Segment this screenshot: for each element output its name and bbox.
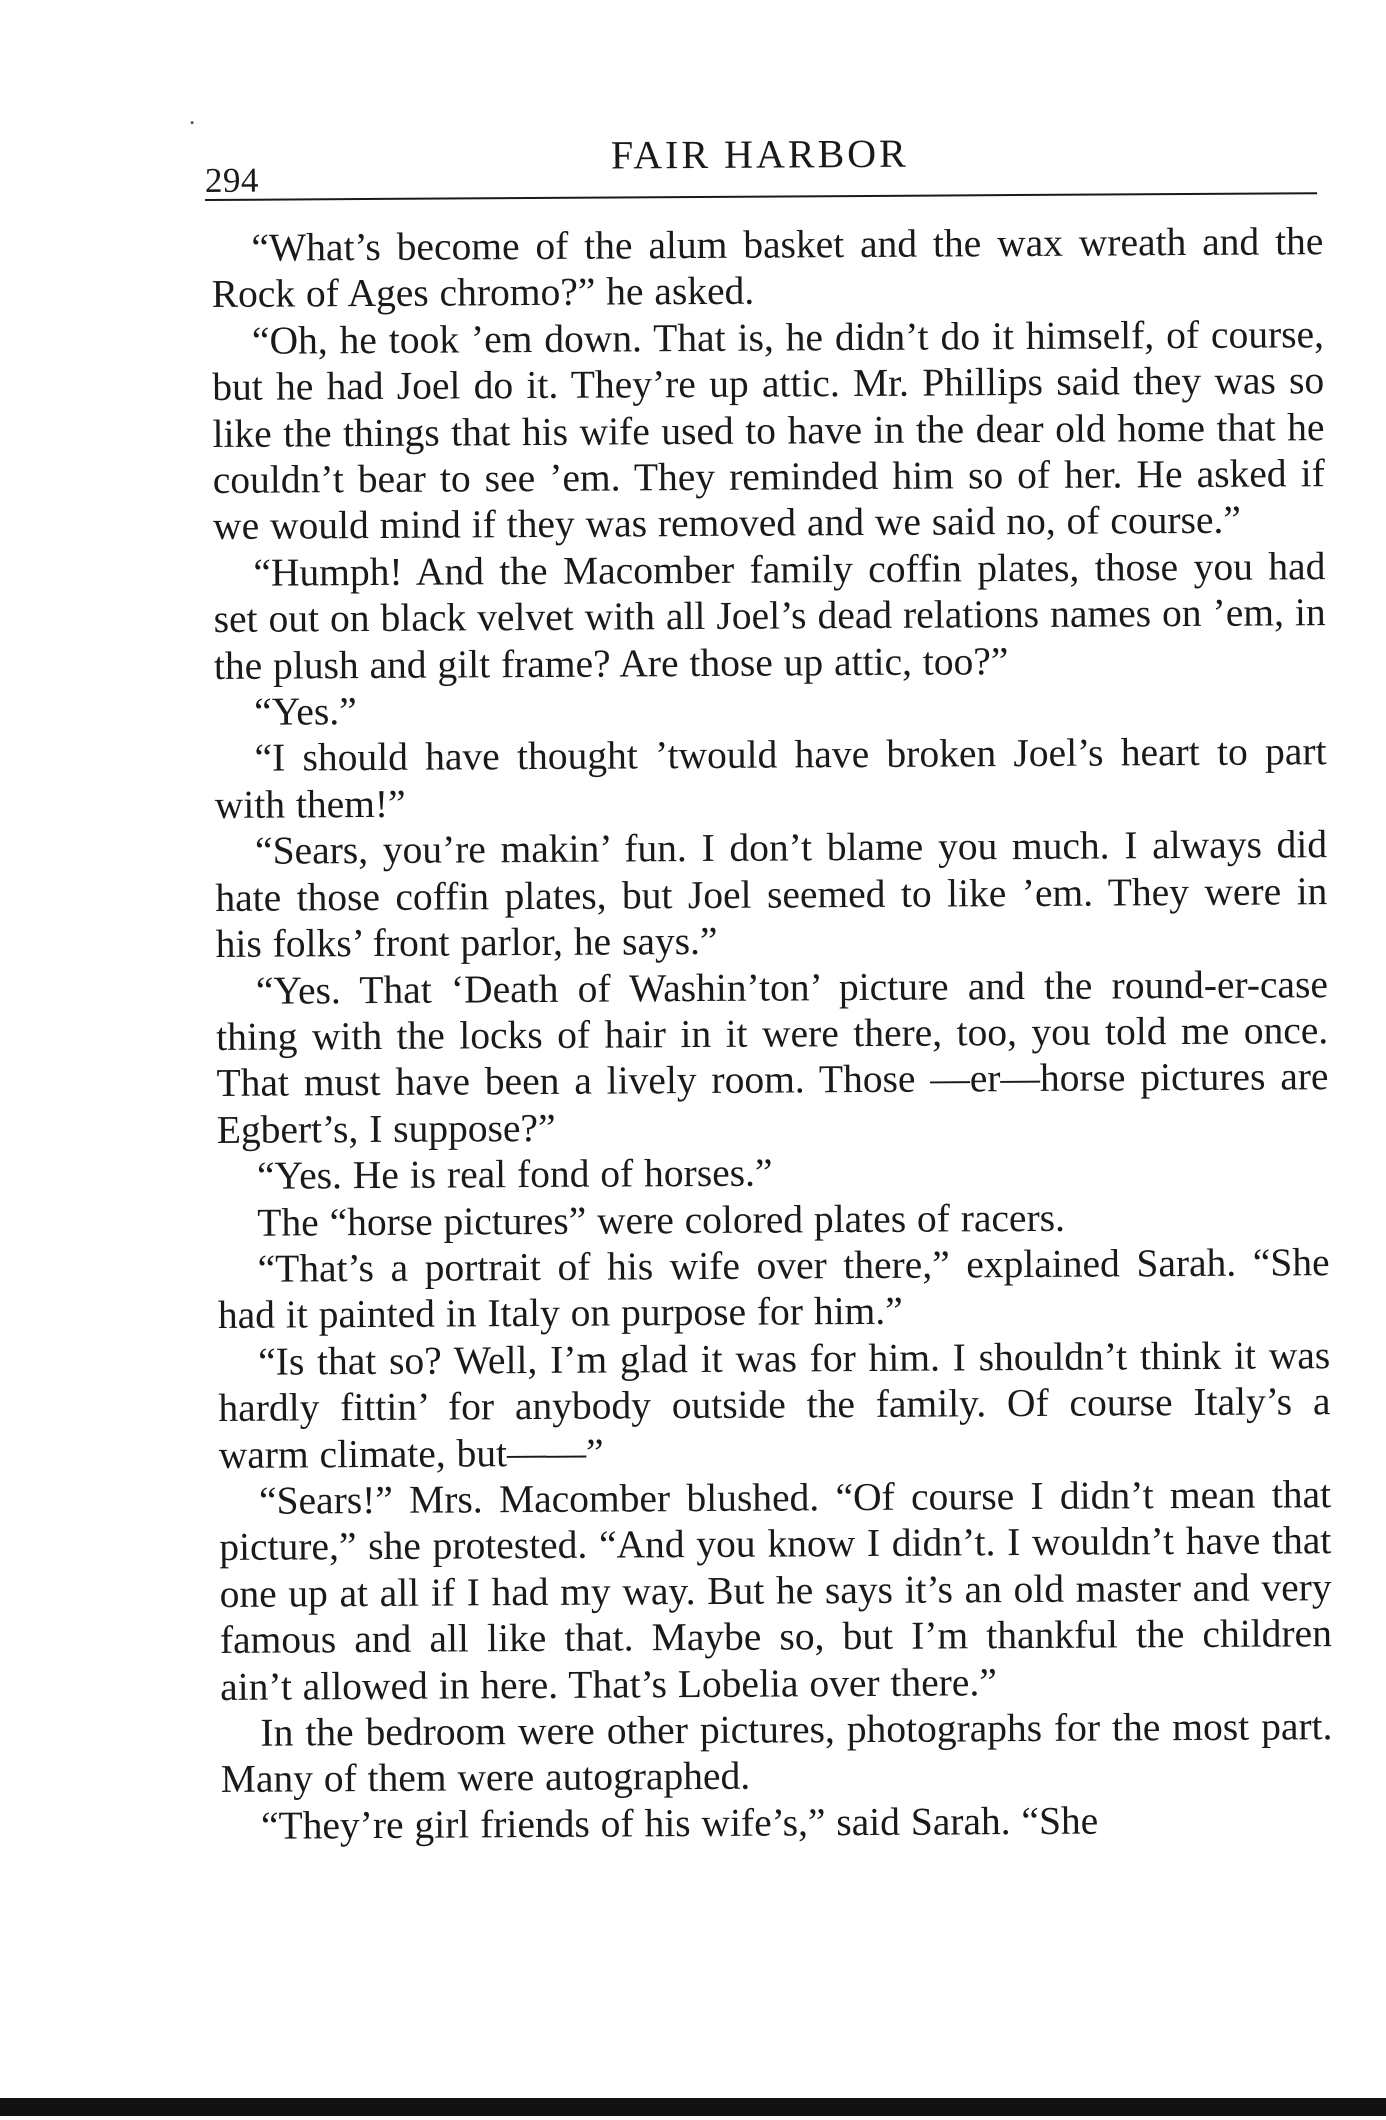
paragraph: In the bedroom were other pictures, photographs for the most part. Many of them were autographed. (220, 1704, 1333, 1802)
running-head: FAIR HARBOR (610, 130, 909, 178)
paragraph: The “horse pictures” were colored plates of racers. (257, 1195, 1066, 1245)
paragraph: “Yes. That ‘Death of Washin’ton’ picture and the round-er-case thing with the locks of hair in it were there, too, you told me once. That must have been a lively room. Those —er—horse pictures are Egbert’s, I suppose?” (216, 961, 1329, 1152)
paragraph: “Yes. He is real fond of horses.” (256, 1150, 773, 1198)
body-text (211, 218, 1333, 1849)
print-speck (191, 121, 194, 124)
header-rule (205, 192, 1317, 201)
page-header (204, 124, 1315, 201)
paragraph: “I should have thought ’twould have broken Joel’s heart to part with them!” (214, 729, 1327, 827)
paragraph: “What’s become of the alum basket and the wax wreath and the Rock of Ages chromo?” he asked. (211, 219, 1324, 317)
paragraph: “They’re girl friends of his wife’s,” said Sarah. “She (260, 1798, 1099, 1848)
scan-edge-bar (0, 2098, 1386, 2116)
paragraph: “Sears, you’re makin’ fun. I don’t blame you much. I always did hate those coffin plates, but Joel seemed to like ’em. They were in his folks’ front parlor, he says.” (215, 822, 1328, 967)
paragraph: “Sears!” Mrs. Macomber blushed. “Of course I didn’t mean that picture,” she protested. “And you know I didn’t. I wouldn’t have that one up at all if I had my way. But he says it’s an old master and very famous and all like that. Maybe so, but I’m thankful the children ain’t allowed in here. That’s Lobelia over there.” (219, 1472, 1333, 1709)
paragraph: “Yes.” (254, 689, 357, 734)
paragraph: “Humph! And the Macomber family coffin plates, those you had set out on black velvet with all Joel’s dead relations names on ’em, in the plush and gilt frame? Are those up attic, too?” (213, 544, 1326, 688)
page-number: 294 (204, 160, 260, 201)
paragraph: “Oh, he took ’em down. That is, he didn’t do it himself, of course, but he had Joel do it. They’re up attic. Mr. Phillips said they was so like the things that his wife used to have in the dear old home that he couldn’t bear to see ’em. They reminded him so of her. He asked if we would mind if they was removed and we said no, of course.” (212, 311, 1325, 549)
paragraph: “Is that so? Well, I’m glad it was for him. I shouldn’t think it was hardly fittin’ for anybody outside the family. Of course Italy’s a warm climate, but——” (218, 1332, 1331, 1477)
paragraph: “That’s a portrait of his wife over there,” explained Sarah. “She had it painted in Italy on purpose for him.” (217, 1240, 1330, 1338)
